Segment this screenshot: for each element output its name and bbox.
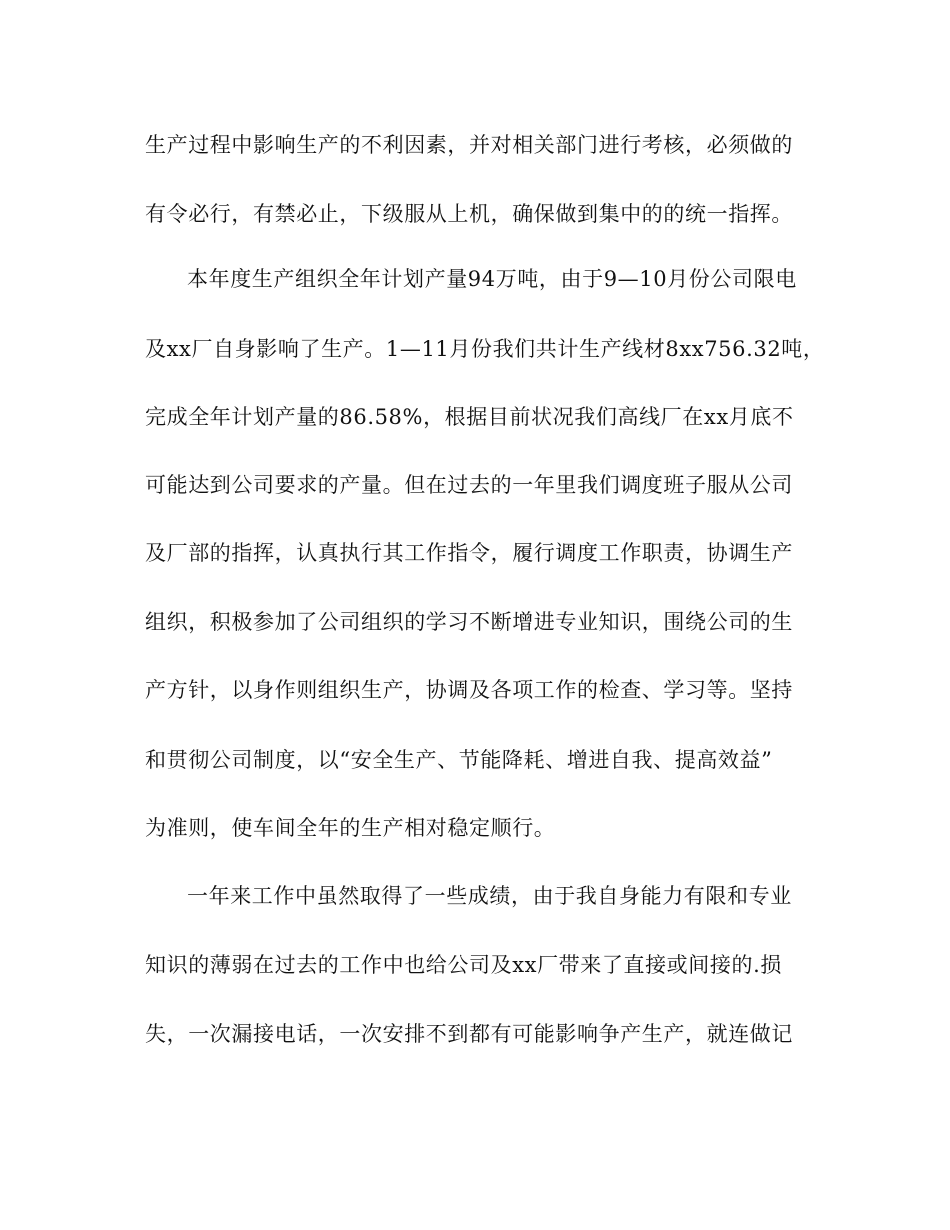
- text-line: 为准则，使车间全年的生产相对稳定顺行。: [145, 816, 556, 840]
- paragraph-start-line: 本年度生产组织全年计划产量94万吨，由于9—10月份公司限电: [187, 267, 797, 291]
- text-line: 有令必行，有禁必止，下级服从上机，确保做到集中的的统一指挥。: [145, 202, 793, 226]
- text-line: 知识的薄弱在过去的工作中也给公司及xx厂带来了直接或间接的.损: [145, 953, 782, 977]
- text-line: 及厂部的指挥，认真执行其工作指令，履行调度工作职责，协调生产: [145, 541, 793, 565]
- text-line: 及xx厂自身影响了生产。1—11月份我们共计生产线材8xx756.32吨，: [145, 337, 825, 361]
- paragraph-start-line: 一年来工作中虽然取得了一些成绩，由于我自身能力有限和专业: [187, 884, 792, 908]
- text-line: 可能达到公司要求的产量。但在过去的一年里我们调度班子服从公司: [145, 473, 793, 497]
- text-line: 和贯彻公司制度，以“安全生产、节能降耗、增进自我、提高效益”: [145, 748, 773, 772]
- text-line: 完成全年计划产量的86.58%，根据目前状况我们高线厂在xx月底不: [145, 405, 794, 429]
- text-line: 产方针，以身作则组织生产，协调及各项工作的检查、学习等。坚持: [145, 678, 793, 702]
- text-line: 生产过程中影响生产的不利因素，并对相关部门进行考核，必须做的: [145, 133, 793, 157]
- text-line: 失，一次漏接电话，一次安排不到都有可能影响争产生产，就连做记: [145, 1022, 793, 1046]
- text-line: 组织，积极参加了公司组织的学习不断增进专业知识，围绕公司的生: [145, 610, 793, 634]
